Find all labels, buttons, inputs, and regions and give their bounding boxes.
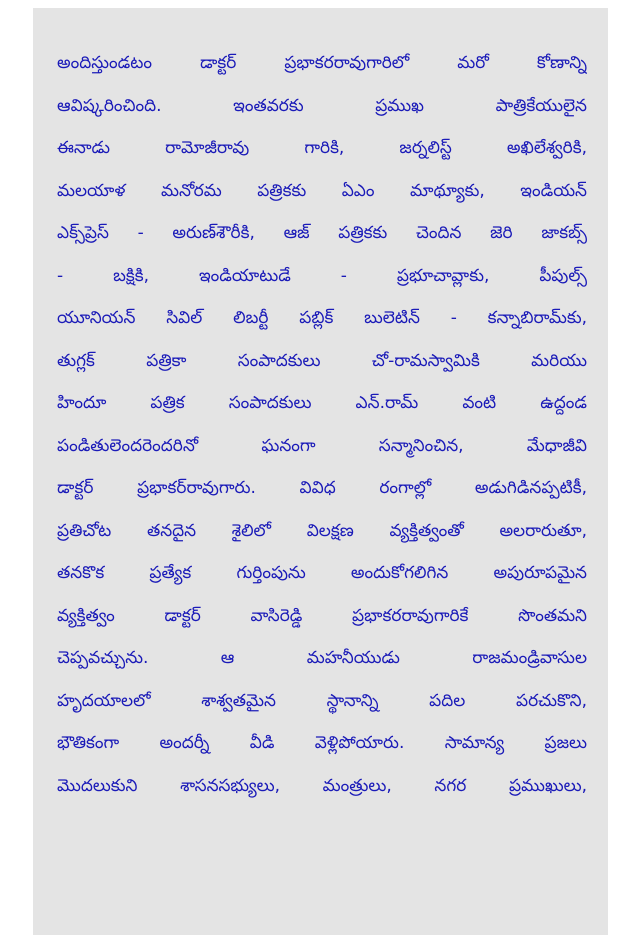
text-line: తనకొక ప్రత్యేక గుర్తింపును అందుకోగలిగిన అపురూపమైన: [57, 563, 587, 583]
text-line: వ్యక్తిత్వం డాక్టర్ వాసిరెడ్డి ప్రభాకరరావుగారికే సొంతమని: [57, 605, 587, 626]
text-line: భౌతికంగా అందర్నీ వీడి వెళ్లిపోయారు. సామాన్య ప్రజలు: [57, 733, 587, 753]
text-line: - బక్షికి, ఇండియాటుడే - ప్రభూచావ్లాకు, పీపుల్స్: [57, 265, 587, 286]
text-line: డాక్టర్ ప్రభాకర్‌రావుగారు. వివిధ రంగాల్లో అడుగిడినప్పటికీ,: [57, 478, 587, 498]
document-page: [33, 8, 608, 935]
text-line: మలయాళ మనోరమ పత్రికకు ఏఎం మాథ్యూకు, ఇండియన్: [57, 180, 587, 201]
text-line: ఈనాడు రామోజీరావు గారికి, జర్నలిస్ట్ అఖిలేశ్వరికి,: [57, 138, 587, 158]
text-line: యూనియన్ సివిల్ లిబర్టీ పబ్లిక్ బులెటిన్ - కన్నాబిరామ్‌కు,: [57, 308, 587, 328]
body-text: [57, 42, 587, 807]
text-line: తుగ్లక్ పత్రికా సంపాదకులు చో-రామస్వామికి మరియు: [57, 350, 587, 371]
text-line: చెప్పవచ్చును. ఆ మహనీయుడు రాజమండ్రివాసుల: [57, 648, 587, 668]
text-line: మొదలుకుని శాసనసభ్యులు, మంత్రులు, నగర ప్రముఖులు,: [57, 775, 587, 796]
text-line: హిందూ పత్రిక సంపాదకులు ఎన్.రామ్ వంటి ఉద్దండ: [57, 393, 587, 413]
text-line: ప్రతిచోట తనదైన శైలిలో విలక్షణ వ్యక్తిత్వంతో అలరారుతూ,: [57, 520, 587, 541]
text-line: ఎక్స్‌ప్రెస్ - అరుణ్‌శౌరీకి, ఆజ్ పత్రికకు చెందిన జెరి జాకబ్స్: [57, 223, 587, 243]
text-line: ఆవిష్కరించింది. ఇంతవరకు ప్రముఖ పాత్రికేయులైన: [57, 95, 587, 116]
text-line: పండితులెందరెందరినో ఘనంగా సన్మానించిన, మేధాజీవి: [57, 435, 587, 456]
text-line: అందిస్తుండటం డాక్టర్ ప్రభాకరరావుగారిలో మరో కోణాన్ని: [57, 53, 587, 73]
text-line: హృదయాలలో శాశ్వతమైన స్థానాన్ని పదిల పరచుకొని,: [57, 690, 587, 711]
